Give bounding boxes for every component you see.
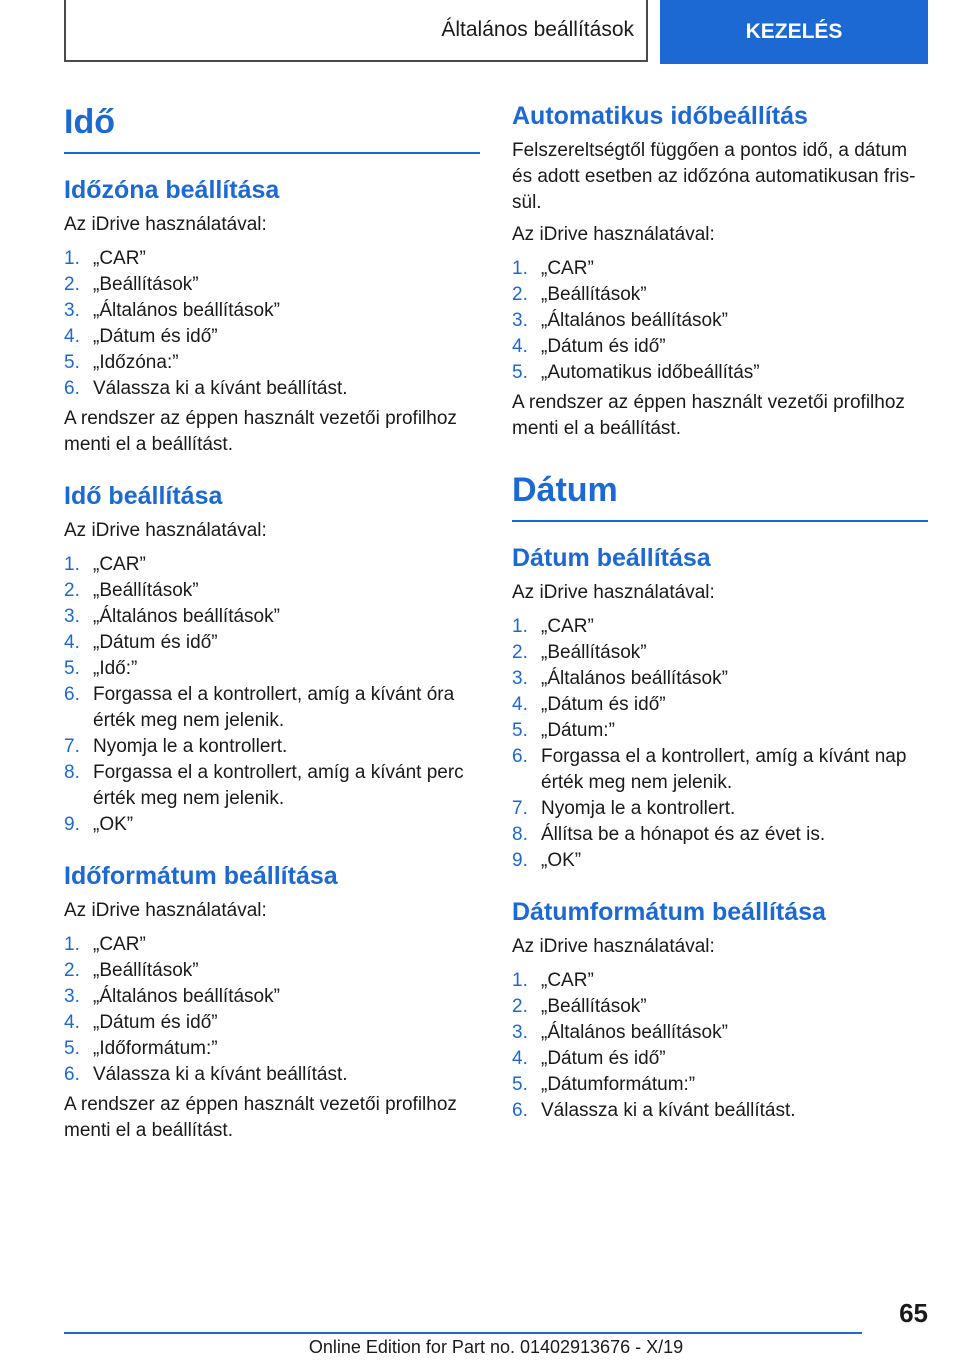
- list-item: [512, 360, 928, 386]
- step-number: 1.: [64, 554, 80, 575]
- step-text: Válassza ki a kívánt beállítást.: [93, 1064, 348, 1085]
- section-title: Általános beállítások: [64, 0, 648, 62]
- list-item: [64, 376, 480, 402]
- list-item: [512, 308, 928, 334]
- list-item: [64, 812, 480, 838]
- list-item: [512, 968, 928, 994]
- step-text: „Dátum és idő”: [93, 326, 218, 347]
- dateformat-intro: Az iDrive használatával:: [512, 936, 715, 957]
- step-number: 3.: [64, 986, 80, 1007]
- step-number: 8.: [64, 762, 80, 783]
- list-item: [512, 334, 928, 360]
- step-text: „Automatikus időbeállítás”: [541, 362, 760, 383]
- step-text: „Dátum:”: [541, 720, 615, 741]
- heading-dateformat: Dátumformátum beállítása: [512, 898, 826, 926]
- list-item: [512, 692, 928, 718]
- heading-auto-time: Automatikus időbeállítás: [512, 102, 808, 130]
- step-text: „Dátum és idő”: [93, 632, 218, 653]
- timeformat-steps: [64, 932, 480, 1088]
- step-text: „Beállítások”: [93, 274, 199, 295]
- step-number: 3.: [512, 668, 528, 689]
- step-number: 3.: [512, 310, 528, 331]
- heading-datum: Dátum: [512, 468, 928, 522]
- step-text: „Dátum és idő”: [541, 336, 666, 357]
- step-number: 1.: [64, 248, 80, 269]
- step-text: „Időformátum:”: [93, 1038, 218, 1059]
- heading-ido: Idő: [64, 100, 480, 154]
- chapter-tab[interactable]: KEZELÉS: [660, 0, 928, 64]
- step-text: „Beállítások”: [541, 284, 647, 305]
- list-item: [64, 298, 480, 324]
- step-text: Válassza ki a kívánt beállítást.: [541, 1100, 796, 1121]
- list-item: [512, 822, 928, 848]
- list-item: [64, 932, 480, 958]
- list-item: [64, 656, 480, 682]
- step-text: „Dátum és idő”: [541, 694, 666, 715]
- heading-timezone: Időzóna beállítása: [64, 176, 280, 204]
- step-text: „Általános beállítások”: [93, 300, 280, 321]
- step-number: 6.: [512, 1100, 528, 1121]
- footer-divider: [64, 1332, 862, 1334]
- timeformat-note: A rendszer az éppen használt vezetői profilhoz menti el a beállítást.: [64, 1094, 457, 1141]
- time-intro: Az iDrive használatával:: [64, 520, 267, 541]
- step-text: „Beállítások”: [93, 960, 199, 981]
- step-number: 7.: [512, 798, 528, 819]
- step-text: „CAR”: [541, 970, 594, 991]
- timezone-note: A rendszer az éppen használt vezetői profilhoz menti el a beállítást.: [64, 408, 457, 455]
- step-number: 5.: [512, 720, 528, 741]
- step-number: 2.: [512, 284, 528, 305]
- right-column: [512, 100, 928, 1124]
- list-item: [64, 630, 480, 656]
- step-number: 2.: [64, 960, 80, 981]
- list-item: [512, 256, 928, 282]
- step-text: „Általános beállítások”: [541, 668, 728, 689]
- heading-timeformat: Időformátum beállítása: [64, 862, 338, 890]
- step-number: 5.: [512, 362, 528, 383]
- step-text: „Általános beállítások”: [93, 986, 280, 1007]
- auto-time-description: Felszereltségtől függően a pontos idő, a dátum és adott esetben az időzóna automatikusan frissül.: [512, 140, 916, 213]
- list-item: [64, 1010, 480, 1036]
- step-number: 1.: [512, 258, 528, 279]
- step-text: „Dátumformátum:”: [541, 1074, 696, 1095]
- step-number: 2.: [512, 642, 528, 663]
- step-number: 2.: [64, 274, 80, 295]
- list-item: [512, 994, 928, 1020]
- step-number: 1.: [64, 934, 80, 955]
- step-text: „OK”: [93, 814, 134, 835]
- auto-time-note: A rendszer az éppen használt vezetői profilhoz menti el a beállítást.: [512, 392, 905, 439]
- step-number: 5.: [64, 658, 80, 679]
- step-text: Forgassa el a kontrollert, amíg a kívánt nap érték meg nem jelenik.: [541, 746, 907, 793]
- step-number: 4.: [512, 336, 528, 357]
- step-text: „OK”: [541, 850, 582, 871]
- left-column: [64, 100, 480, 1144]
- list-item: [64, 578, 480, 604]
- list-item: [64, 324, 480, 350]
- list-item: [64, 760, 480, 812]
- step-number: 9.: [64, 814, 80, 835]
- list-item: [512, 1020, 928, 1046]
- step-text: „Beállítások”: [541, 996, 647, 1017]
- list-item: [64, 272, 480, 298]
- step-number: 5.: [512, 1074, 528, 1095]
- step-text: Forgassa el a kontrollert, amíg a kívánt óra érték meg nem jelenik.: [93, 684, 455, 731]
- step-number: 4.: [64, 326, 80, 347]
- step-number: 4.: [64, 632, 80, 653]
- step-text: „Időzóna:”: [93, 352, 179, 373]
- step-text: „Dátum és idő”: [541, 1048, 666, 1069]
- list-item: [64, 734, 480, 760]
- step-text: Nyomja le a kontrollert.: [541, 798, 736, 819]
- list-item: [512, 718, 928, 744]
- list-item: [64, 604, 480, 630]
- auto-time-intro: Az iDrive használatával:: [512, 224, 715, 245]
- timezone-intro: Az iDrive használatával:: [64, 214, 267, 235]
- heading-date: Dátum beállítása: [512, 544, 711, 572]
- step-number: 5.: [64, 1038, 80, 1059]
- step-number: 4.: [512, 694, 528, 715]
- step-number: 7.: [64, 736, 80, 757]
- list-item: [512, 640, 928, 666]
- list-item: [64, 958, 480, 984]
- list-item: [64, 246, 480, 272]
- step-number: 9.: [512, 850, 528, 871]
- step-number: 2.: [512, 996, 528, 1017]
- step-number: 6.: [64, 1064, 80, 1085]
- step-number: 3.: [64, 606, 80, 627]
- step-text: Válassza ki a kívánt beállítást.: [93, 378, 348, 399]
- step-number: 3.: [64, 300, 80, 321]
- time-steps: [64, 552, 480, 838]
- list-item: [512, 1046, 928, 1072]
- list-item: [512, 666, 928, 692]
- step-number: 1.: [512, 616, 528, 637]
- page-header: [64, 0, 928, 64]
- step-text: Nyomja le a kontrollert.: [93, 736, 288, 757]
- step-text: „Beállítások”: [541, 642, 647, 663]
- page-number: 65: [899, 1298, 928, 1328]
- list-item: [512, 1098, 928, 1124]
- dateformat-steps: [512, 968, 928, 1124]
- list-item: [512, 796, 928, 822]
- step-text: „Általános beállítások”: [541, 1022, 728, 1043]
- step-number: 5.: [64, 352, 80, 373]
- step-number: 6.: [64, 684, 80, 705]
- step-number: 4.: [512, 1048, 528, 1069]
- heading-time: Idő beállítása: [64, 482, 223, 510]
- step-number: 6.: [512, 746, 528, 767]
- step-number: 4.: [64, 1012, 80, 1033]
- timeformat-intro: Az iDrive használatával:: [64, 900, 267, 921]
- step-text: „CAR”: [541, 258, 594, 279]
- list-item: [64, 984, 480, 1010]
- list-item: [64, 1036, 480, 1062]
- list-item: [512, 1072, 928, 1098]
- footer-edition: Online Edition for Part no. 01402913676 - X/19: [308, 1337, 684, 1357]
- list-item: [512, 848, 928, 874]
- step-text: „Általános beállítások”: [541, 310, 728, 331]
- list-item: [512, 282, 928, 308]
- step-text: „CAR”: [93, 554, 146, 575]
- step-number: 1.: [512, 970, 528, 991]
- list-item: [64, 1062, 480, 1088]
- step-number: 8.: [512, 824, 528, 845]
- step-number: 3.: [512, 1022, 528, 1043]
- list-item: [64, 682, 480, 734]
- list-item: [64, 350, 480, 376]
- list-item: [64, 552, 480, 578]
- step-text: Forgassa el a kontrollert, amíg a kívánt perc érték meg nem jelenik.: [93, 762, 464, 809]
- step-text: Állítsa be a hónapot és az évet is.: [541, 824, 826, 845]
- list-item: [512, 744, 928, 796]
- step-text: „Beállítások”: [93, 580, 199, 601]
- step-text: „Dátum és idő”: [93, 1012, 218, 1033]
- list-item: [512, 614, 928, 640]
- step-text: „CAR”: [541, 616, 594, 637]
- step-text: „CAR”: [93, 248, 146, 269]
- auto-time-steps: [512, 256, 928, 386]
- timezone-steps: [64, 246, 480, 402]
- step-text: „Általános beállítások”: [93, 606, 280, 627]
- date-steps: [512, 614, 928, 874]
- step-number: 6.: [64, 378, 80, 399]
- date-intro: Az iDrive használatával:: [512, 582, 715, 603]
- step-text: „Idő:”: [93, 658, 138, 679]
- step-text: „CAR”: [93, 934, 146, 955]
- step-number: 2.: [64, 580, 80, 601]
